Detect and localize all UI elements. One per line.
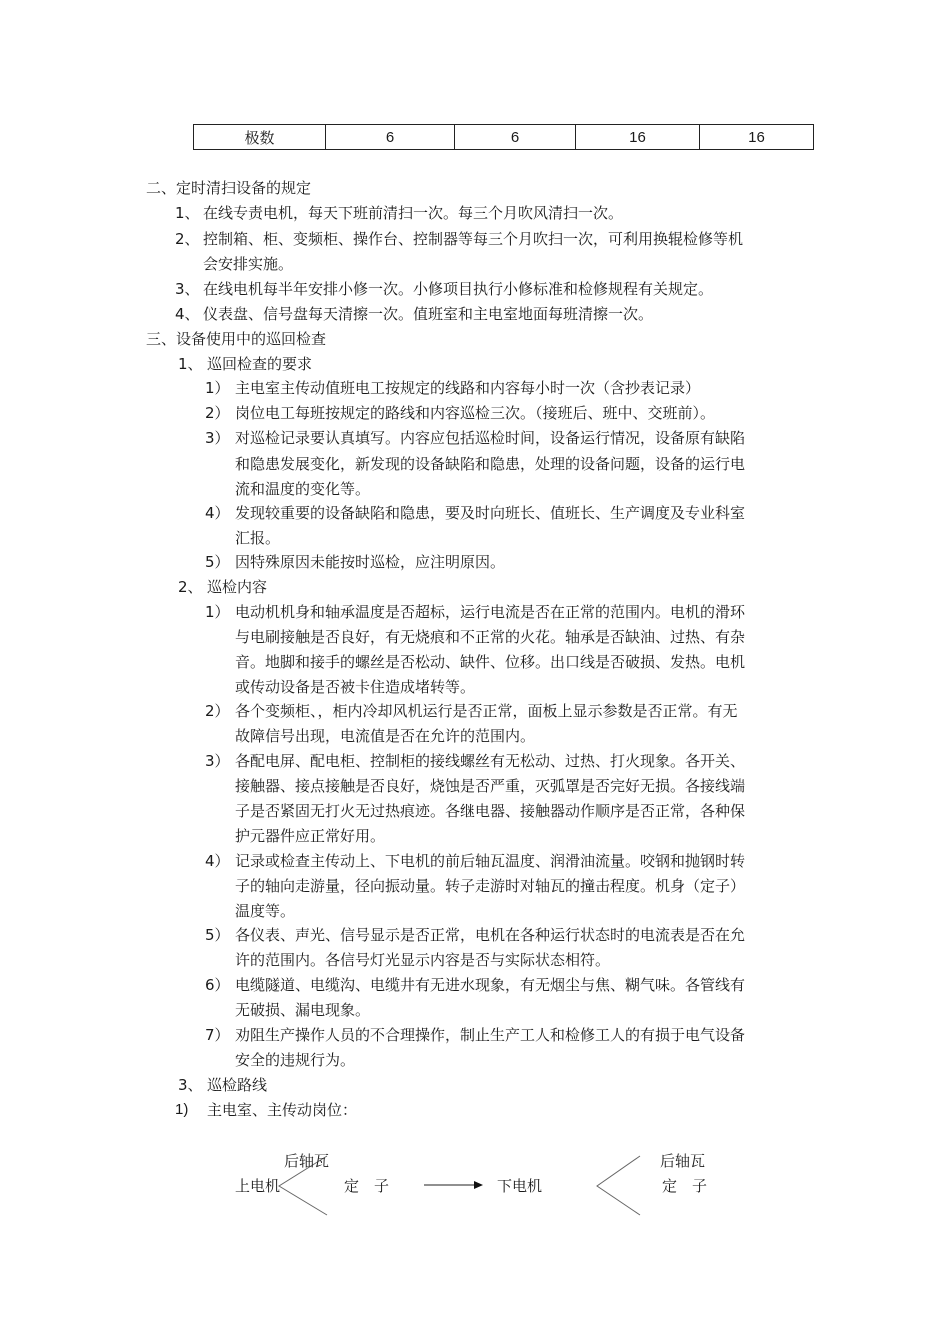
list-number: 1） [205, 603, 230, 621]
list-number: 4） [205, 852, 230, 870]
list-item-text: 各配电屏、配电柜、控制柜的接线螺丝有无松动、过热、打火现象。各开关、 [235, 752, 746, 770]
list-item-text: 劝阻生产操作人员的不合理操作，制止生产工人和检修工人的有损于电气设备 [235, 1026, 746, 1044]
list-item-text: 安全的违规行为。 [235, 1051, 356, 1069]
list-number: 2） [205, 702, 230, 720]
diagram-node: 下电机 [497, 1177, 543, 1195]
list-item-text: 岗位电工每班按规定的路线和内容巡检三次。（接班后、班中、交班前）。 [235, 404, 716, 422]
list-item-text: 电动机机身和轴承温度是否超标，运行电流是否在正常的范围内。电机的滑环 [235, 603, 746, 621]
list-item-text: 音。地脚和接手的螺丝是否松动、缺件、位移。出口线是否破损、发热。电机 [235, 653, 746, 671]
sub-heading: 巡回检查的要求 [207, 355, 313, 373]
list-item-text: 主电室、主传动岗位： [207, 1101, 358, 1119]
list-item-text: 无破损、漏电现象。 [235, 1001, 371, 1019]
list-number: 7） [205, 1026, 230, 1044]
list-number: 1、 [175, 204, 200, 222]
diagram-node: 上电机 [235, 1177, 281, 1195]
table-cell-label: 极数 [194, 125, 326, 150]
list-item-text: 温度等。 [235, 902, 296, 920]
list-item-text: 汇报。 [235, 529, 281, 547]
table-cell: 16 [576, 125, 700, 150]
list-item-text: 各个变频柜、，柜内冷却风机运行是否正常，面板上显示参数是否正常。有无 [235, 702, 738, 720]
list-number: 2、 [175, 230, 200, 248]
list-item-text: 在线电机每半年安排小修一次。小修项目执行小修标准和检修规程有关规定。 [203, 280, 714, 298]
flow-arrow-head [474, 1181, 483, 1189]
list-item-text: 主电室主传动值班电工按规定的线路和内容每小时一次（含抄表记录） [235, 379, 701, 397]
diagram-label: 定 子 [662, 1177, 708, 1195]
list-item-text: 子是否紧固无打火无过热痕迹。各继电器、接触器动作顺序是否正常，各种保 [235, 802, 746, 820]
list-item-text: 子的轴向走游量，径向振动量。转子走游时对轴瓦的撞击程度。机身（定子） [235, 877, 746, 895]
list-item-text: 各仪表、声光、信号显示是否正常，电机在各种运行状态时的电流表是否在允 [235, 926, 746, 944]
list-number: 2） [205, 404, 230, 422]
list-item-text: 仪表盘、信号盘每天清擦一次。值班室和主电室地面每班清擦一次。 [203, 305, 654, 323]
list-number: 5） [205, 926, 230, 944]
list-number: 4） [205, 504, 230, 522]
list-item-text: 控制箱、柜、变频柜、操作台、控制器等每三个月吹扫一次，可利用换辊检修等机 [203, 230, 744, 248]
sub-number: 1、 [178, 355, 203, 373]
sub-number: 3、 [178, 1076, 203, 1094]
list-number: 1) [175, 1101, 189, 1118]
list-item-text: 流和温度的变化等。 [235, 480, 371, 498]
diagram-label: 后轴瓦 [660, 1152, 706, 1170]
list-number: 3） [205, 752, 230, 770]
list-item-text: 在线专责电机，每天下班前清扫一次。每三个月吹风清扫一次。 [203, 204, 624, 222]
table-cell: 6 [455, 125, 576, 150]
list-item-text: 或传动设备是否被卡住造成堵转等。 [235, 678, 476, 696]
sub-number: 2、 [178, 578, 203, 596]
diagram-label: 后轴瓦 [284, 1152, 330, 1170]
sub-heading: 巡检内容 [207, 578, 268, 596]
list-item-text: 会安排实施。 [203, 255, 294, 273]
list-item-text: 对巡检记录要认真填写。内容应包括巡检时间，设备运行情况，设备原有缺陷 [235, 429, 746, 447]
section-heading: 二、定时清扫设备的规定 [146, 179, 312, 197]
list-number: 5） [205, 553, 230, 571]
list-item-text: 接触器、接点接触是否良好，烧蚀是否严重，灭弧罩是否完好无损。各接线端 [235, 777, 746, 795]
list-item-text: 发现较重要的设备缺陷和隐患，要及时向班长、值班长、生产调度及专业科室 [235, 504, 746, 522]
right-branch-lines [597, 1156, 640, 1215]
list-item-text: 和隐患发展变化，新发现的设备缺陷和隐患，处理的设备问题，设备的运行电 [235, 455, 746, 473]
diagram-label: 定 子 [344, 1177, 390, 1195]
list-item-text: 故障信号出现，电流值是否在允许的范围内。 [235, 727, 536, 745]
list-item-text: 因特殊原因未能按时巡检，应注明原因。 [235, 553, 506, 571]
list-item-text: 与电刷接触是否良好，有无烧痕和不正常的火花。轴承是否缺油、过热、有杂 [235, 628, 746, 646]
section-heading: 三、设备使用中的巡回检查 [146, 330, 327, 348]
list-item-text: 护元器件应正常好用。 [235, 827, 386, 845]
list-item-text: 许的范围内。各信号灯光显示内容是否与实际状态相符。 [235, 951, 611, 969]
list-number: 3） [205, 429, 230, 447]
table-cell: 6 [326, 125, 455, 150]
table-cell: 16 [700, 125, 814, 150]
list-number: 3、 [175, 280, 200, 298]
list-item-text: 记录或检查主传动上、下电机的前后轴瓦温度、润滑油流量。咬钢和抛钢时转 [235, 852, 746, 870]
list-number: 4、 [175, 305, 200, 323]
sub-heading: 巡检路线 [207, 1076, 268, 1094]
list-item-text: 电缆隧道、电缆沟、电缆井有无进水现象，有无烟尘与焦、糊气味。各管线有 [235, 976, 746, 994]
list-number: 6） [205, 976, 230, 994]
list-number: 1） [205, 379, 230, 397]
